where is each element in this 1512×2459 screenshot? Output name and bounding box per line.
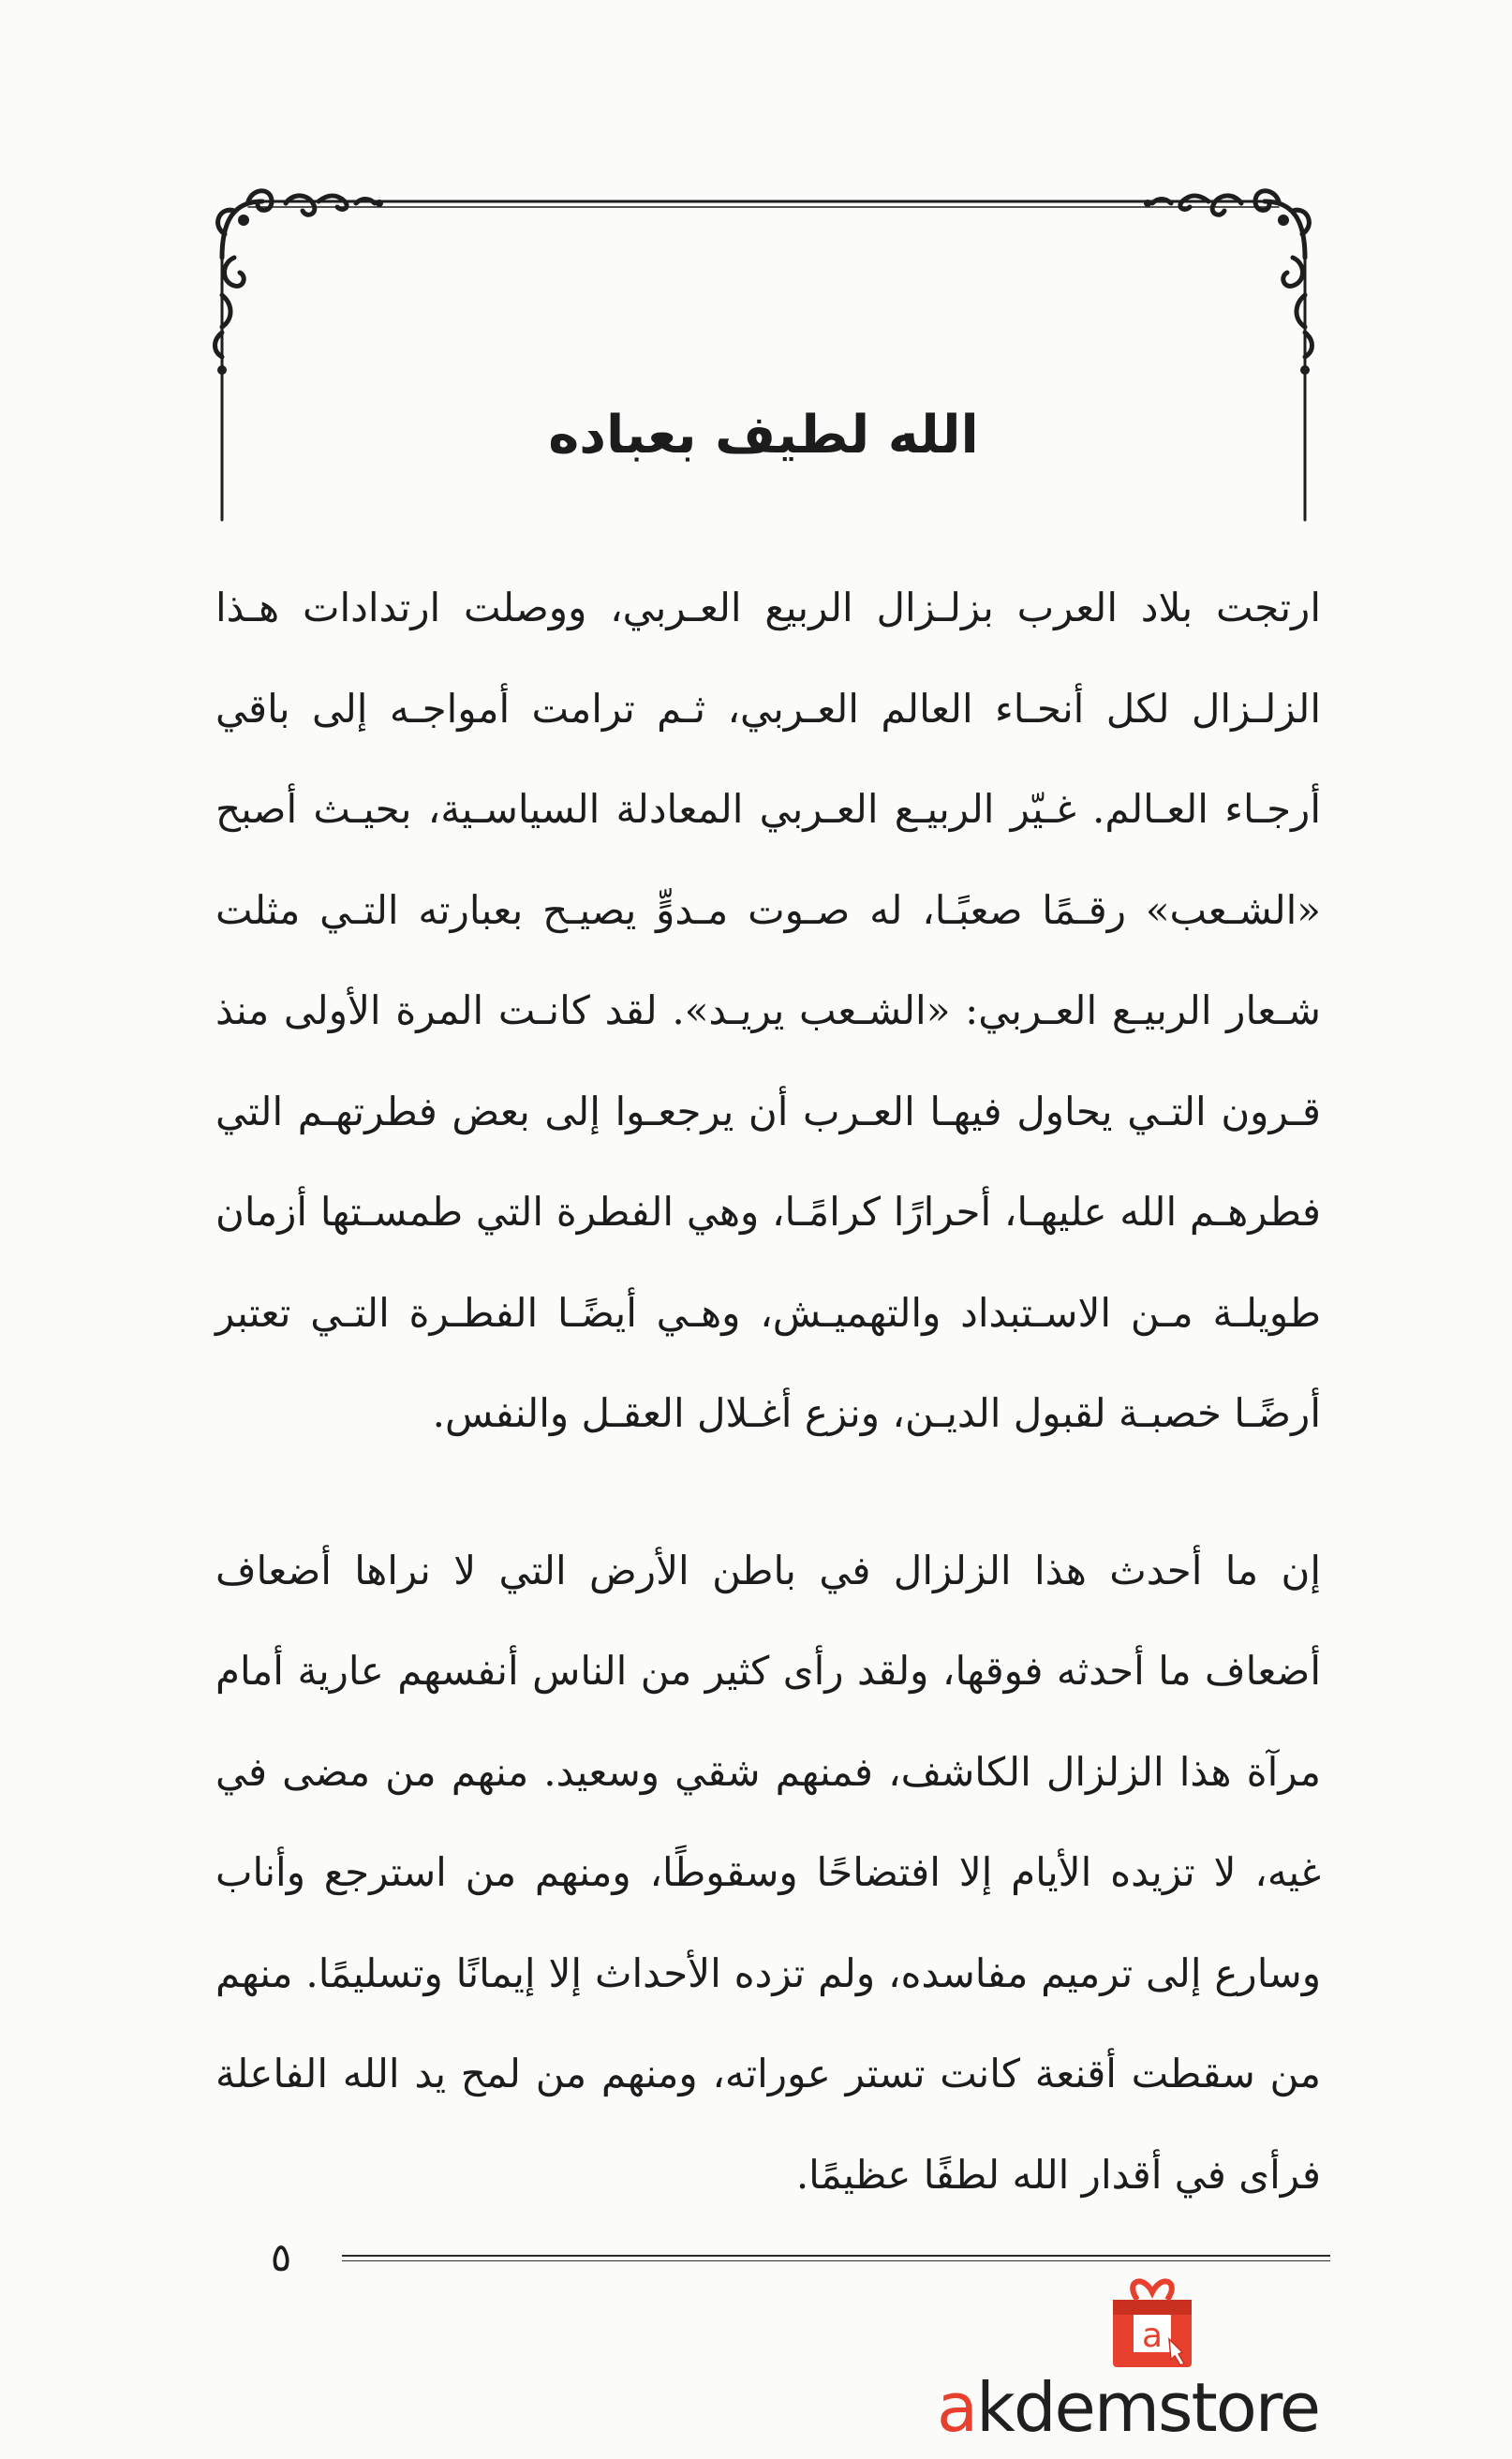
paragraph-1: ارتجت بلاد العرب بزلـزال الربيع العـربي، ووصلت ارتدادات هـذا الزلـزال لكل أنحـاء العالم العـربي، ثـم ترامت أمواجـه إلى باقي أرجـاء العـالم. غـيّر الربيـع العـربي المعادلة السياسـية، بحيـث أصبح «الشـعب» رقـمًا صعبًـا، له صـوت مـدوٍّ يصيـح بعبارته التـي مثلت شـعار الربيـع العـربي: «الشـعب يريـد». لقد كانـت المرة الأولى منذ قـرون التـي يحاول فيهـا العـرب أن يرجعـوا إلى بعض فطرتهـم التي فطرهـم الله عليهـا، أحرارًا كرامًـا، وهي الفطرة التي طمسـتها أزمان طويلـة مـن الاسـتبداد والتهميـش، وهـي أيضًـا الفطـرة التـي تعتبر أرضًـا خصبـة لقبول الديـن، ونزع أغـلال العقـل والنفس. <box>215 585 1322 1436</box>
brand-initial: a <box>937 2368 977 2447</box>
page-number: ٥ <box>270 2234 292 2280</box>
body-text <box>215 557 1321 2225</box>
paragraph-2: إن ما أحدث هذا الزلزال في باطن الأرض التي لا نراها أضعاف أضعاف ما أحدثه فوقها، ولقد رأى كثير من الناس أنفسهم عارية أمام مرآة هذا الزلزال الكاشف، فمنهم شقي وسعيد. منهم من مضى في غيه، لا تزيده الأيام إلا افتضاحًا وسقوطًا، ومنهم من استرجع وأناب وسارع إلى ترميم مفاسده، ولم تزده الأحداث إلا إيمانًا وتسليمًا. منهم من سقطت أقنعة كانت تستر عوراته، ومنهم من لمح يد الله الفاعلة فرأى في أقدار الله لطفًا عظيمًا. <box>215 1547 1321 2198</box>
chapter-title: الله لطيف بعباده <box>548 405 979 466</box>
footer-rule <box>342 2255 1330 2261</box>
logo-letter: a <box>1141 2317 1164 2355</box>
brand-name: kdemstore <box>976 2368 1320 2447</box>
store-watermark <box>937 2356 1368 2459</box>
